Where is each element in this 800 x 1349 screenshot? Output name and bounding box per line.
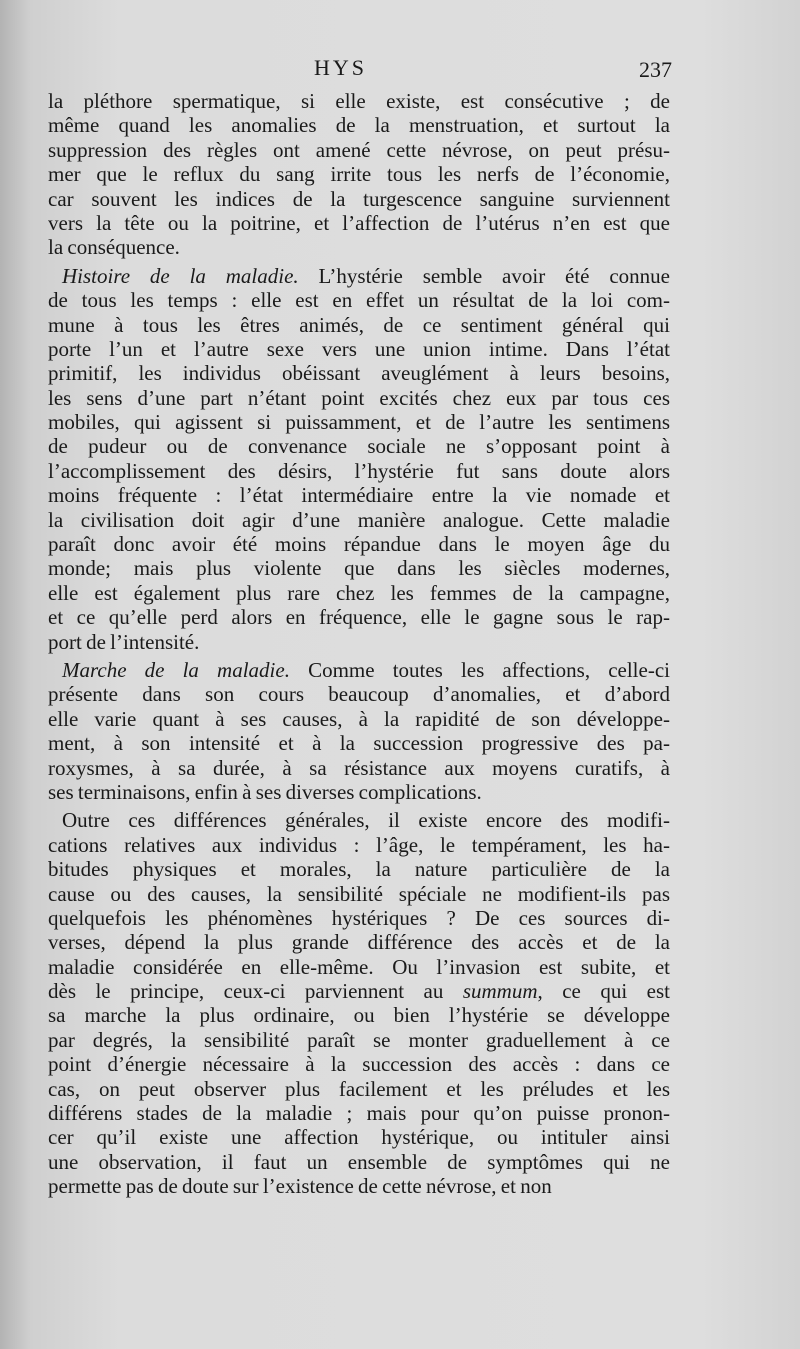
line-text: différens stades de la maladie ; mais pour qu’on puisse pronon- (48, 1101, 670, 1126)
text-line (48, 386, 670, 410)
line-text: mer que le reflux du sang irrite tous les nerfs de l’économie, (48, 162, 670, 187)
line-text: cas, on peut observer plus facilement et les préludes et les (48, 1076, 670, 1101)
text-line (48, 532, 670, 556)
text-line (48, 658, 670, 682)
line-text: de tous les temps : elle est en effet un résultat de la loi com- (48, 288, 670, 313)
line-text: la pléthore spermatique, si elle existe, est consécutive ; de (48, 89, 670, 113)
line-text: permette pas de doute sur l’existence de cette névrose, et non (48, 1174, 552, 1199)
text-line (48, 1125, 670, 1149)
line-text: sa marche la plus ordinaire, ou bien l’hystérie se développe (48, 1003, 670, 1028)
line-text: point d’énergie nécessaire à la succession des accès : dans ce (48, 1052, 670, 1077)
text-line (48, 1003, 670, 1027)
text-line (48, 410, 670, 434)
line-text: la conséquence. (48, 235, 180, 260)
line-text: port de l’intensité. (48, 629, 200, 654)
text-line (48, 434, 670, 458)
text-line (48, 756, 670, 780)
line-text: mobiles, qui agissent si puissamment, et de l’autre les sentimens (48, 410, 670, 435)
line-text: de pudeur ou de convenance sociale ne s’opposant point à (48, 434, 670, 459)
line-text: la civilisation doit agir d’une manière analogue. Cette maladie (48, 507, 670, 532)
text-line (48, 833, 670, 857)
line-text: quelquefois les phénomènes hystériques ? De ces sources di- (48, 905, 670, 930)
line-text: même quand les anomalies de la menstruation, et surtout la (48, 113, 670, 138)
line-text: porte l’un et l’autre sexe vers une union intime. Dans l’état (48, 336, 670, 361)
text-line (48, 483, 670, 507)
section-heading: Marche de la maladie. (62, 657, 290, 682)
line-text: verses, dépend la plus grande différence des accès et de la (48, 930, 670, 955)
text-line (48, 361, 670, 385)
line-text: roxysmes, à sa durée, à sa résistance aux moyens curatifs, à (48, 755, 670, 780)
line-text: présente dans son cours beaucoup d’anomalies, et d’abord (48, 682, 670, 707)
line-text: bitudes physiques et morales, la nature particulière de la (48, 857, 670, 882)
body-text (48, 89, 670, 1199)
line-text: monde; mais plus violente que dans les siècles modernes, (48, 556, 670, 581)
text-line (48, 955, 670, 979)
emphasized-term: summum (462, 979, 538, 1004)
line-text: elle est également plus rare chez les femmes de la campagne, (48, 580, 670, 605)
text-line (48, 707, 670, 731)
line-text: Comme toutes les affections, celle-ci (289, 657, 670, 682)
line-text: paraît donc avoir été moins répandue dans le moyen âge du (48, 532, 670, 557)
text-line (48, 459, 670, 483)
line-text: , ce qui est (537, 979, 670, 1004)
text-line (48, 930, 670, 954)
text-line (48, 731, 670, 755)
text-line (48, 1077, 670, 1101)
text-line (48, 288, 670, 312)
text-line (48, 581, 670, 605)
line-text: maladie considérée en elle-même. Ou l’invasion est subite, et (48, 954, 670, 979)
text-line (48, 187, 670, 211)
text-line (48, 857, 670, 881)
line-text: primitif, les individus obéissant aveuglément à leurs besoins, (48, 361, 670, 386)
line-text: cations relatives aux individus : l’âge, le tempérament, les ha- (48, 832, 670, 857)
line-text: vers la tête ou la poitrine, et l’affection de l’utérus n’en est que (48, 210, 670, 235)
text-line (48, 780, 670, 804)
line-text: les sens d’une part n’étant point excités chez eux par tous ces (48, 385, 670, 410)
line-text: suppression des règles ont amené cette névrose, on peut présu- (48, 137, 670, 162)
paragraph (48, 89, 670, 260)
text-line (48, 1052, 670, 1076)
text-line (48, 138, 670, 162)
page-number: 237 (639, 57, 672, 82)
text-line (48, 313, 670, 337)
text-line (48, 630, 670, 654)
text-line (48, 89, 670, 113)
running-title: HYS (314, 55, 368, 80)
text-line (48, 1174, 670, 1198)
line-text: elle varie quant à ses causes, à la rapidité de son développe- (48, 706, 670, 731)
paragraph (48, 808, 670, 1198)
text-line (48, 1150, 670, 1174)
text-line (48, 508, 670, 532)
line-text: moins fréquente : l’état intermédiaire entre la vie nomade et (48, 483, 670, 508)
text-line (48, 337, 670, 361)
line-text: cause ou des causes, la sensibilité spéciale ne modifient-ils pas (48, 881, 670, 906)
text-line (48, 235, 670, 259)
text-line (48, 882, 670, 906)
line-text: dès le principe, ceux-ci parviennent au (48, 979, 463, 1004)
line-text: par degrés, la sensibilité paraît se monter graduellement à ce (48, 1027, 670, 1052)
text-line (48, 979, 670, 1003)
line-text: car souvent les indices de la turgescence sanguine surviennent (48, 186, 670, 211)
line-text: ment, à son intensité et à la succession progressive des pa- (48, 731, 670, 756)
line-text: l’accomplissement des désirs, l’hystérie fut sans doute alors (48, 458, 670, 483)
text-line (48, 264, 670, 288)
line-text: Outre ces différences générales, il existe encore des modifi- (62, 808, 670, 833)
line-text: ses terminaisons, enfin à ses diverses complications. (48, 779, 482, 804)
text-line (48, 113, 670, 137)
document-page (48, 55, 670, 1203)
text-line (48, 682, 670, 706)
paragraph (48, 658, 670, 804)
text-line (48, 605, 670, 629)
running-header (48, 55, 670, 89)
text-line (48, 162, 670, 186)
text-line (48, 808, 670, 832)
text-line (48, 556, 670, 580)
line-text: L’hystérie semble avoir été connue (298, 263, 670, 288)
line-text: cer qu’il existe une affection hystérique, ou intituler ainsi (48, 1125, 670, 1150)
section-heading: Histoire de la maladie. (62, 263, 299, 288)
text-line (48, 211, 670, 235)
line-text: une observation, il faut un ensemble de symptômes qui ne (48, 1149, 670, 1174)
text-line (48, 1028, 670, 1052)
text-line (48, 906, 670, 930)
paragraph (48, 264, 670, 654)
line-text: et ce qu’elle perd alors en fréquence, elle le gagne sous le rap- (48, 605, 670, 630)
line-text: mune à tous les êtres animés, de ce sentiment général qui (48, 312, 670, 337)
text-line (48, 1101, 670, 1125)
